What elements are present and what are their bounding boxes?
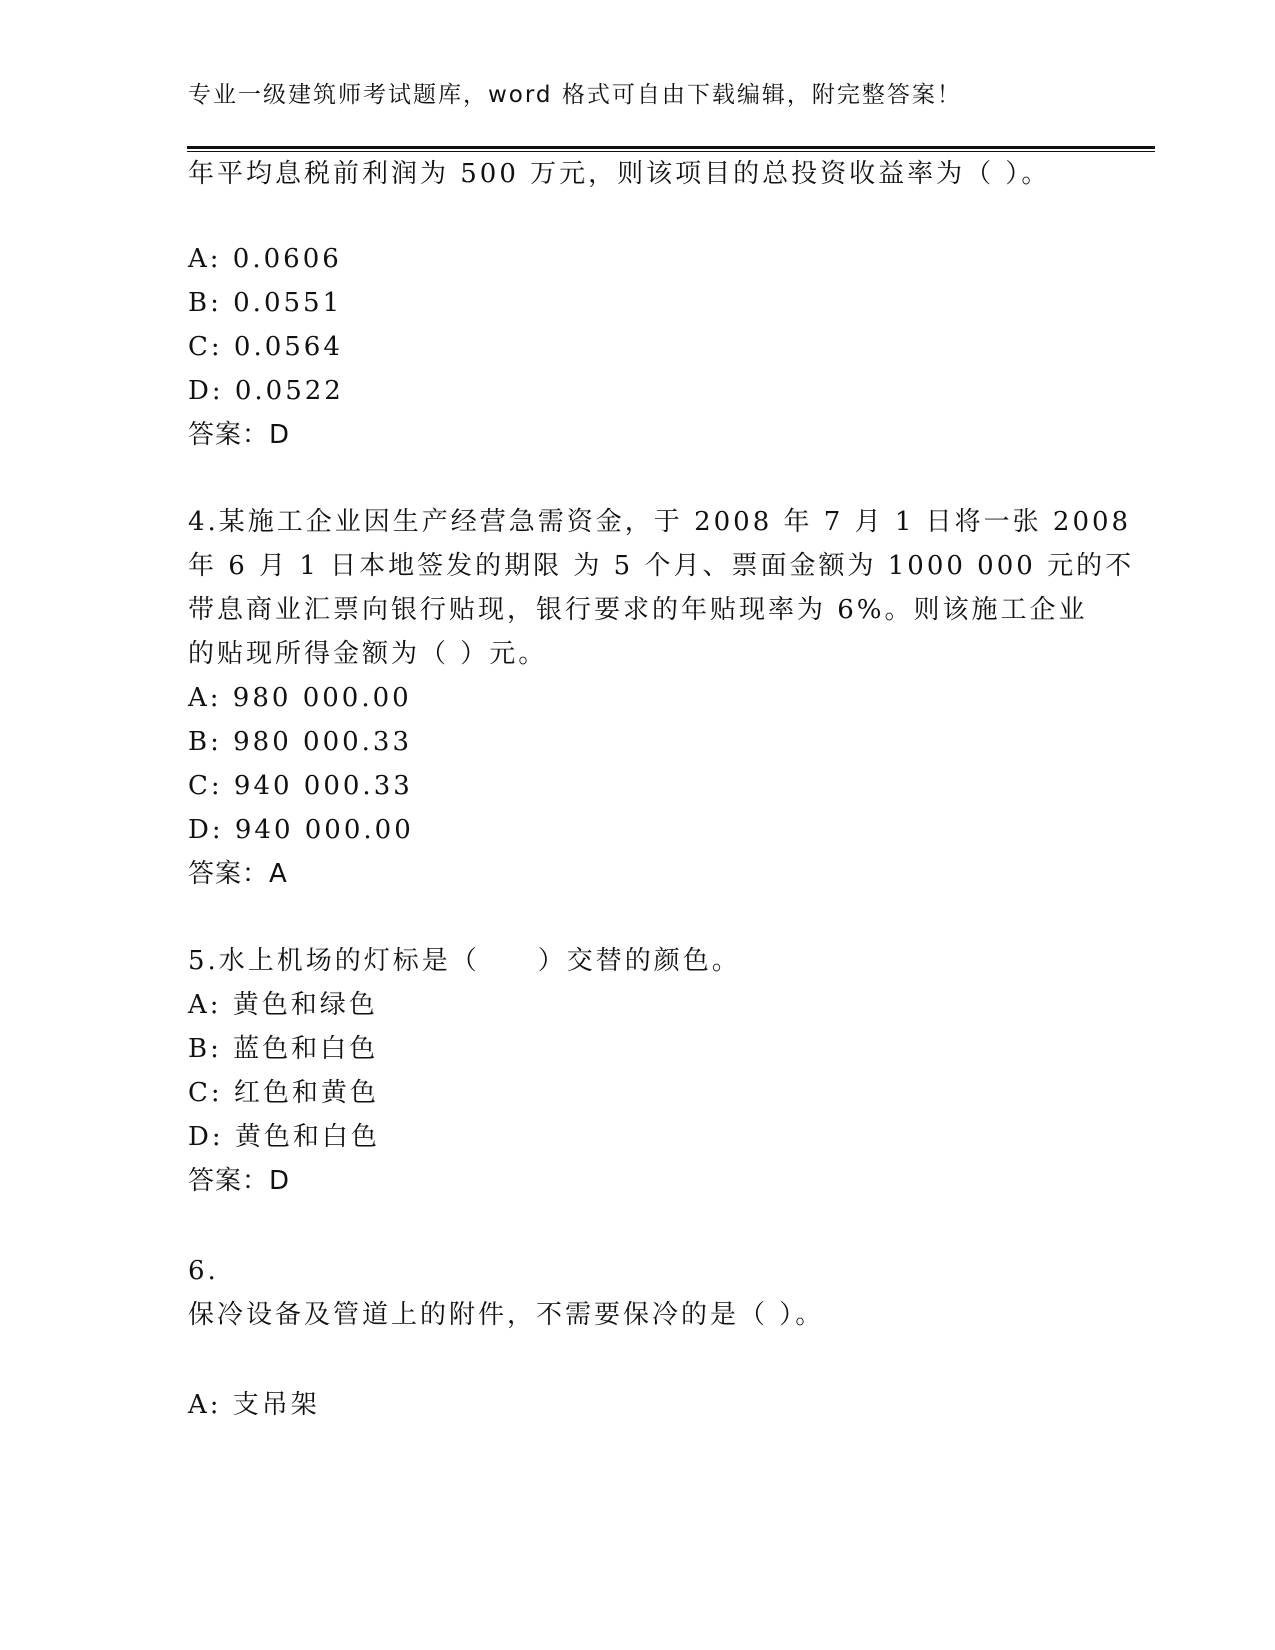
question-5-stem: 5.水上机场的灯标是（ ）交替的颜色。 xyxy=(188,946,741,976)
question-4-option-d: D: 940 000.00 xyxy=(188,815,414,845)
question-4-stem-line-1: 4.某施工企业因生产经营急需资金，于 2008 年 7 月 1 日将一张 2008 xyxy=(188,507,1132,537)
header-divider-thin xyxy=(187,151,1155,152)
question-6-stem: 保冷设备及管道上的附件，不需要保冷的是（ ）。 xyxy=(188,1300,825,1330)
question-4-option-b: B: 980 000.33 xyxy=(188,727,412,757)
question-5-option-d: D: 黄色和白色 xyxy=(188,1122,380,1152)
question-3-option-d: D: 0.0522 xyxy=(188,376,344,406)
question-3-stem: 年平均息税前利润为 500 万元，则该项目的总投资收益率为（ ）。 xyxy=(188,159,1051,189)
question-4-stem-line-4: 的贴现所得金额为（ ）元。 xyxy=(188,639,548,669)
question-3-option-b: B: 0.0551 xyxy=(188,288,343,318)
question-5-option-b: B: 蓝色和白色 xyxy=(188,1034,379,1064)
question-4-stem-line-3: 带息商业汇票向银行贴现，银行要求的年贴现率为 6%。则该施工企业 xyxy=(188,595,1088,625)
question-5-option-c: C: 红色和黄色 xyxy=(188,1078,379,1108)
question-3-option-a: A: 0.0606 xyxy=(188,244,342,274)
question-4-stem-line-2: 年 6 月 1 日本地签发的期限 为 5 个月、票面金额为 1000 000 元的不 xyxy=(188,551,1135,581)
header-divider xyxy=(187,146,1155,149)
question-6-number: 6. xyxy=(188,1256,219,1286)
question-5-option-a: A: 黄色和绿色 xyxy=(188,990,378,1020)
question-6-option-a: A: 支吊架 xyxy=(188,1390,320,1420)
question-3-option-c: C: 0.0564 xyxy=(188,332,343,362)
page-header: 专业一级建筑师考试题库，word 格式可自由下载编辑，附完整答案！ xyxy=(188,82,962,108)
question-3-answer: 答案：D xyxy=(188,420,291,450)
question-4-answer: 答案：A xyxy=(188,859,288,889)
question-4-option-a: A: 980 000.00 xyxy=(188,683,412,713)
question-4-option-c: C: 940 000.33 xyxy=(188,771,413,801)
question-5-answer: 答案：D xyxy=(188,1166,291,1196)
